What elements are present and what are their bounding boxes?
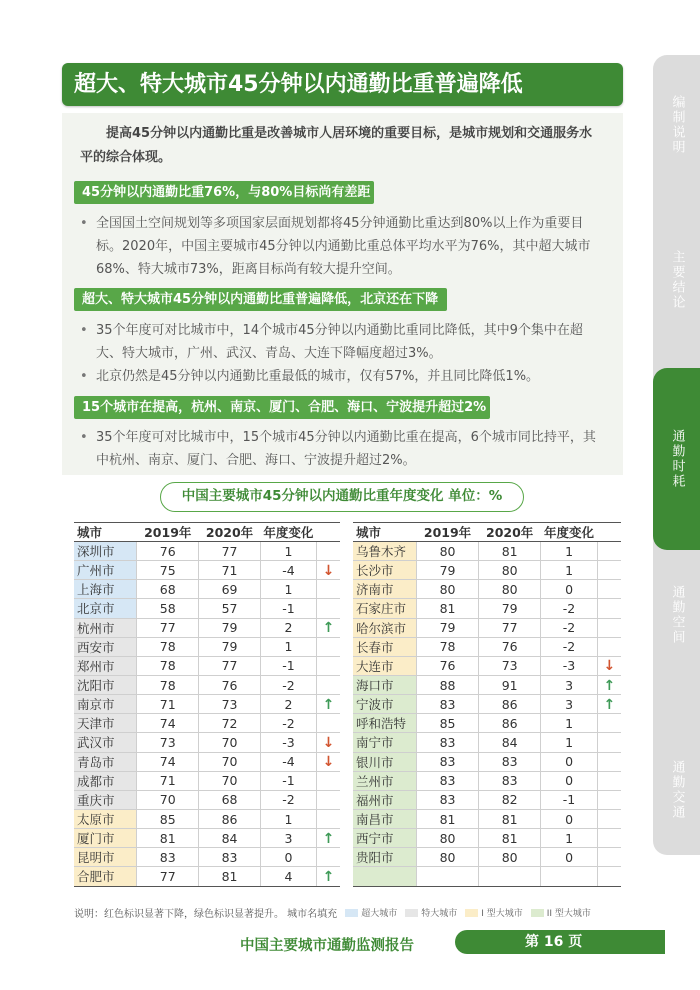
side-tab-label: 主要结论 — [669, 250, 685, 310]
table-row — [74, 561, 340, 580]
city-cell: 乌鲁木齐 — [353, 542, 416, 561]
value-2019-cell: 85 — [416, 714, 478, 733]
city-cell: 杭州市 — [74, 618, 137, 637]
change-cell: 1 — [541, 542, 598, 561]
value-2020-cell: 80 — [479, 848, 541, 867]
arrow-up-icon: ↑ — [316, 618, 340, 637]
table-row — [353, 714, 621, 733]
section-heading-3: 15个城市在提高，杭州、南京、厦门、合肥、海口、宁波提升超过2% — [74, 396, 490, 419]
table-row — [74, 848, 340, 867]
city-cell: 西安市 — [74, 637, 137, 656]
indicator-cell — [316, 580, 340, 599]
city-cell: 合肥市 — [74, 867, 137, 886]
indicator-cell — [597, 790, 621, 809]
change-cell: 1 — [260, 809, 316, 828]
change-cell: 0 — [260, 848, 316, 867]
table-row — [353, 618, 621, 637]
value-2020-cell: 81 — [479, 809, 541, 828]
value-2020-cell: 70 — [199, 752, 261, 771]
value-2019-cell: 83 — [416, 752, 478, 771]
section-heading-2: 超大、特大城市45分钟以内通勤比重普遍降低，北京还在下降 — [74, 288, 447, 311]
change-cell: -1 — [260, 656, 316, 675]
table-row — [353, 867, 621, 886]
commute-table-left — [74, 522, 340, 887]
change-cell: 1 — [260, 580, 316, 599]
side-tab-4[interactable] — [653, 585, 700, 695]
value-2020-cell: 72 — [199, 714, 261, 733]
value-2019-cell: 88 — [416, 675, 478, 694]
column-header-change: 年度变化 — [541, 523, 598, 542]
city-cell: 上海市 — [74, 580, 137, 599]
change-cell: 2 — [260, 695, 316, 714]
table-row — [74, 714, 340, 733]
value-2019-cell: 80 — [416, 829, 478, 848]
column-header-city: 城市 — [74, 523, 137, 542]
city-cell: 太原市 — [74, 809, 137, 828]
section-heading-1: 45分钟以内通勤比重76%，与80%目标尚有差距 — [74, 181, 374, 204]
table-row — [353, 829, 621, 848]
legend-swatch — [531, 909, 544, 917]
side-tab-label: 通勤时耗 — [669, 429, 685, 489]
value-2019-cell: 78 — [137, 656, 199, 675]
value-2019-cell: 80 — [416, 542, 478, 561]
indicator-cell — [316, 599, 340, 618]
page-title: 超大、特大城市45分钟以内通勤比重普遍降低 — [62, 63, 623, 106]
value-2019-cell: 76 — [137, 542, 199, 561]
indicator-cell — [316, 675, 340, 694]
change-cell: 4 — [260, 867, 316, 886]
indicator-cell — [597, 714, 621, 733]
table-row — [74, 675, 340, 694]
value-2019-cell: 74 — [137, 752, 199, 771]
value-2020-cell: 83 — [479, 752, 541, 771]
table-row — [353, 809, 621, 828]
value-2020-cell: 81 — [479, 829, 541, 848]
change-cell: 0 — [541, 771, 598, 790]
legend-label: I 型大城市 — [481, 909, 523, 919]
value-2019-cell: 77 — [137, 618, 199, 637]
bullet-2-1: • 35个年度可对比城市中，14个城市45分钟以内通勤比重同比降低，其中9个集中在超大、特大城市，广州、武汉、青岛、大连下降幅度超过3%。 — [80, 319, 600, 365]
arrow-up-icon: ↑ — [597, 695, 621, 714]
side-tab-2[interactable] — [653, 250, 700, 360]
change-cell: -4 — [260, 561, 316, 580]
indicator-cell — [316, 656, 340, 675]
change-cell: 0 — [541, 580, 598, 599]
bullet-1-1: • 全国国土空间规划等多项国家层面规划都将45分钟通勤比重达到80%以上作为重要目标。2020年，中国主要城市45分钟以内通勤比重总体平均水平为76%，其中超大城市68%、特大城市73%，距离目标尚有较大提升空间。 — [80, 212, 600, 281]
arrow-up-icon: ↑ — [316, 829, 340, 848]
indicator-cell — [597, 733, 621, 752]
city-cell — [353, 867, 416, 886]
change-cell: 1 — [541, 714, 598, 733]
table-row — [74, 656, 340, 675]
change-cell: -3 — [541, 656, 598, 675]
table-row — [353, 656, 621, 675]
table-row — [74, 829, 340, 848]
table-legend — [74, 905, 634, 920]
indicator-cell — [597, 771, 621, 790]
value-2020-cell: 86 — [199, 809, 261, 828]
table-row — [353, 561, 621, 580]
legend-label: 超大城市 — [361, 909, 398, 919]
value-2020-cell: 81 — [479, 542, 541, 561]
change-cell: 0 — [541, 848, 598, 867]
city-cell: 成都市 — [74, 771, 137, 790]
indicator-cell — [597, 752, 621, 771]
table-row — [74, 733, 340, 752]
table-row — [353, 675, 621, 694]
indicator-cell — [597, 599, 621, 618]
table-row — [353, 695, 621, 714]
value-2020-cell: 68 — [199, 790, 261, 809]
value-2020-cell: 82 — [479, 790, 541, 809]
column-header-indicator — [597, 523, 621, 542]
value-2019-cell: 83 — [416, 733, 478, 752]
city-cell: 重庆市 — [74, 790, 137, 809]
value-2020-cell: 91 — [479, 675, 541, 694]
value-2019-cell: 75 — [137, 561, 199, 580]
value-2020-cell: 83 — [479, 771, 541, 790]
indicator-cell — [597, 580, 621, 599]
arrow-up-icon: ↑ — [316, 695, 340, 714]
value-2020-cell: 79 — [199, 618, 261, 637]
table-row — [353, 848, 621, 867]
city-cell: 贵阳市 — [353, 848, 416, 867]
column-header-change: 年度变化 — [260, 523, 316, 542]
value-2019-cell: 70 — [137, 790, 199, 809]
value-2020-cell: 83 — [199, 848, 261, 867]
city-cell: 武汉市 — [74, 733, 137, 752]
indicator-cell — [597, 618, 621, 637]
value-2019-cell: 80 — [416, 580, 478, 599]
city-cell: 广州市 — [74, 561, 137, 580]
change-cell: -2 — [541, 599, 598, 618]
value-2020-cell: 77 — [199, 656, 261, 675]
side-tab-5[interactable] — [653, 760, 700, 870]
value-2019-cell: 79 — [416, 561, 478, 580]
value-2019-cell: 76 — [416, 656, 478, 675]
value-2020-cell: 86 — [479, 714, 541, 733]
change-cell: 0 — [541, 809, 598, 828]
column-header-2020: 2020年 — [479, 523, 541, 542]
table-row — [353, 599, 621, 618]
value-2019-cell — [416, 867, 478, 886]
arrow-down-icon: ↓ — [316, 752, 340, 771]
value-2019-cell: 83 — [416, 771, 478, 790]
value-2020-cell: 80 — [479, 580, 541, 599]
value-2019-cell: 74 — [137, 714, 199, 733]
side-tab-label: 通勤空间 — [669, 585, 685, 645]
indicator-cell — [597, 542, 621, 561]
value-2020-cell: 73 — [199, 695, 261, 714]
value-2019-cell: 71 — [137, 771, 199, 790]
value-2019-cell: 81 — [416, 809, 478, 828]
city-cell: 昆明市 — [74, 848, 137, 867]
table-row — [74, 809, 340, 828]
change-cell: -2 — [260, 675, 316, 694]
legend-label: II 型大城市 — [546, 909, 591, 919]
value-2019-cell: 68 — [137, 580, 199, 599]
legend-swatch — [405, 909, 418, 917]
change-cell: 1 — [541, 561, 598, 580]
change-cell: 1 — [541, 733, 598, 752]
change-cell: 1 — [260, 637, 316, 656]
value-2020-cell: 77 — [199, 542, 261, 561]
value-2020-cell: 70 — [199, 733, 261, 752]
city-cell: 南京市 — [74, 695, 137, 714]
legend-label: 特大城市 — [421, 909, 458, 919]
page-number: 第 16 页 — [455, 930, 665, 954]
table-row — [74, 695, 340, 714]
value-2020-cell: 79 — [479, 599, 541, 618]
bullet-3-1: • 35个年度可对比城市中，15个城市45分钟以内通勤比重在提高，6个城市同比持平，其中杭州、南京、厦门、合肥、海口、宁波提升超过2%。 — [80, 426, 600, 472]
value-2020-cell: 77 — [479, 618, 541, 637]
city-cell: 青岛市 — [74, 752, 137, 771]
column-header-2020: 2020年 — [199, 523, 261, 542]
value-2020-cell: 84 — [199, 829, 261, 848]
table-row — [353, 790, 621, 809]
column-header-indicator — [316, 523, 340, 542]
indicator-cell — [316, 714, 340, 733]
value-2019-cell: 78 — [137, 637, 199, 656]
value-2020-cell: 73 — [479, 656, 541, 675]
value-2019-cell: 83 — [137, 848, 199, 867]
value-2020-cell: 76 — [479, 637, 541, 656]
value-2019-cell: 85 — [137, 809, 199, 828]
value-2019-cell: 79 — [416, 618, 478, 637]
city-cell: 海口市 — [353, 675, 416, 694]
change-cell: -2 — [541, 618, 598, 637]
city-cell: 石家庄市 — [353, 599, 416, 618]
value-2019-cell: 71 — [137, 695, 199, 714]
arrow-up-icon: ↑ — [316, 867, 340, 886]
bullet-2-2: • 北京仍然是45分钟以内通勤比重最低的城市，仅有57%，并且同比降低1%。 — [80, 365, 600, 388]
change-cell: 1 — [541, 829, 598, 848]
city-cell: 南宁市 — [353, 733, 416, 752]
value-2019-cell: 78 — [137, 675, 199, 694]
value-2020-cell: 71 — [199, 561, 261, 580]
arrow-down-icon: ↓ — [316, 561, 340, 580]
change-cell — [541, 867, 598, 886]
city-cell: 福州市 — [353, 790, 416, 809]
table-row — [74, 599, 340, 618]
table-row — [353, 637, 621, 656]
change-cell: -2 — [541, 637, 598, 656]
change-cell: -1 — [260, 771, 316, 790]
arrow-up-icon: ↑ — [597, 675, 621, 694]
indicator-cell — [597, 867, 621, 886]
change-cell: 0 — [541, 752, 598, 771]
city-cell: 兰州市 — [353, 771, 416, 790]
value-2020-cell: 69 — [199, 580, 261, 599]
city-cell: 呼和浩特 — [353, 714, 416, 733]
value-2020-cell: 57 — [199, 599, 261, 618]
table-row — [74, 637, 340, 656]
value-2020-cell: 81 — [199, 867, 261, 886]
value-2019-cell: 83 — [416, 695, 478, 714]
table-row — [74, 618, 340, 637]
column-header-city: 城市 — [353, 523, 416, 542]
value-2019-cell: 81 — [416, 599, 478, 618]
table-row — [74, 771, 340, 790]
city-cell: 北京市 — [74, 599, 137, 618]
change-cell: 3 — [541, 695, 598, 714]
legend-note: 说明：红色标识显著下降，绿色标识显著提升。 城市名填充 — [74, 909, 338, 920]
change-cell: 3 — [260, 829, 316, 848]
indicator-cell — [597, 829, 621, 848]
city-cell: 哈尔滨市 — [353, 618, 416, 637]
side-tab-3[interactable] — [653, 368, 700, 550]
indicator-cell — [597, 848, 621, 867]
table-row — [353, 771, 621, 790]
city-cell: 郑州市 — [74, 656, 137, 675]
value-2019-cell: 78 — [416, 637, 478, 656]
city-cell: 长春市 — [353, 637, 416, 656]
indicator-cell — [597, 561, 621, 580]
table-row — [353, 733, 621, 752]
table-row — [353, 542, 621, 561]
city-cell: 宁波市 — [353, 695, 416, 714]
city-cell: 西宁市 — [353, 829, 416, 848]
city-cell: 南昌市 — [353, 809, 416, 828]
change-cell: 3 — [541, 675, 598, 694]
value-2020-cell: 76 — [199, 675, 261, 694]
indicator-cell — [316, 542, 340, 561]
change-cell: -1 — [541, 790, 598, 809]
arrow-down-icon: ↓ — [316, 733, 340, 752]
change-cell: -1 — [260, 599, 316, 618]
value-2020-cell: 80 — [479, 561, 541, 580]
change-cell: -2 — [260, 714, 316, 733]
commute-table-right — [353, 522, 621, 887]
side-tab-label: 编制说明 — [669, 95, 685, 155]
report-title: 中国主要城市通勤监测报告 — [240, 938, 414, 954]
legend-swatch — [345, 909, 358, 917]
table-row — [74, 867, 340, 886]
city-cell: 大连市 — [353, 656, 416, 675]
value-2019-cell: 83 — [416, 790, 478, 809]
change-cell: -3 — [260, 733, 316, 752]
side-tab-1[interactable] — [653, 95, 700, 205]
side-tab-label: 通勤交通 — [669, 760, 685, 820]
value-2019-cell: 81 — [137, 829, 199, 848]
city-cell: 深圳市 — [74, 542, 137, 561]
value-2020-cell: 86 — [479, 695, 541, 714]
table-row — [353, 752, 621, 771]
city-cell: 济南市 — [353, 580, 416, 599]
value-2019-cell: 58 — [137, 599, 199, 618]
table-title: 中国主要城市45分钟以内通勤比重年度变化 单位：% — [160, 482, 524, 512]
change-cell: -4 — [260, 752, 316, 771]
change-cell: 1 — [260, 542, 316, 561]
value-2020-cell: 79 — [199, 637, 261, 656]
value-2019-cell: 80 — [416, 848, 478, 867]
value-2020-cell: 70 — [199, 771, 261, 790]
table-row — [74, 790, 340, 809]
legend-swatch — [465, 909, 478, 917]
indicator-cell — [597, 809, 621, 828]
indicator-cell — [316, 848, 340, 867]
value-2020-cell — [479, 867, 541, 886]
city-cell: 沈阳市 — [74, 675, 137, 694]
indicator-cell — [316, 809, 340, 828]
arrow-down-icon: ↓ — [597, 656, 621, 675]
indicator-cell — [597, 637, 621, 656]
city-cell: 长沙市 — [353, 561, 416, 580]
indicator-cell — [316, 790, 340, 809]
city-cell: 天津市 — [74, 714, 137, 733]
column-header-2019: 2019年 — [137, 523, 199, 542]
indicator-cell — [316, 637, 340, 656]
indicator-cell — [316, 771, 340, 790]
change-cell: 2 — [260, 618, 316, 637]
city-cell: 银川市 — [353, 752, 416, 771]
table-row — [353, 580, 621, 599]
value-2020-cell: 84 — [479, 733, 541, 752]
table-row — [74, 542, 340, 561]
change-cell: -2 — [260, 790, 316, 809]
value-2019-cell: 77 — [137, 867, 199, 886]
column-header-2019: 2019年 — [416, 523, 478, 542]
value-2019-cell: 73 — [137, 733, 199, 752]
intro-paragraph: 提高45分钟以内通勤比重是改善城市人居环境的重要目标，是城市规划和交通服务水平的综合体现。 — [80, 126, 593, 165]
table-row — [74, 752, 340, 771]
table-row — [74, 580, 340, 599]
city-cell: 厦门市 — [74, 829, 137, 848]
